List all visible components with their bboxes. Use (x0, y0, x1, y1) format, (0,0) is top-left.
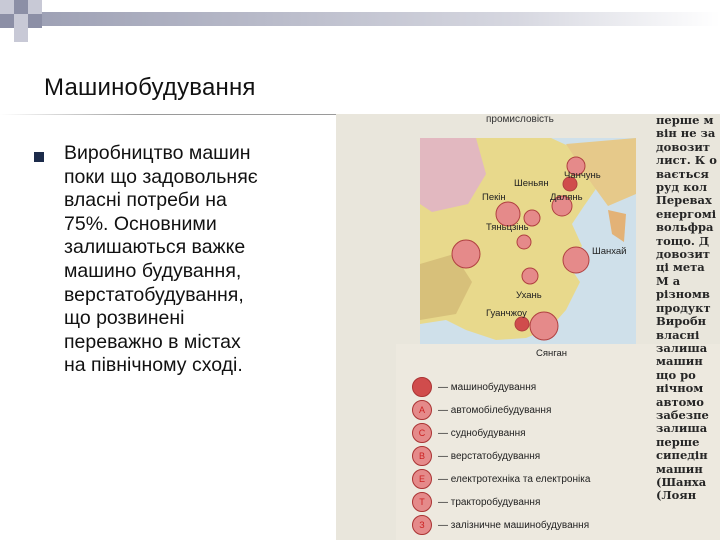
city-label: Сянган (536, 348, 568, 359)
city-label: Далянь (550, 192, 583, 203)
city-label: Шеньян (514, 178, 549, 189)
legend-item: З — залізничне машинобудування (412, 514, 589, 536)
decorative-header (0, 0, 720, 50)
deco-square (0, 0, 14, 14)
legend-circle-icon: З (412, 515, 432, 535)
city-label: Ухань (516, 290, 542, 301)
legend-circle-icon: А (412, 400, 432, 420)
legend-item: А — автомобілебудування (412, 399, 551, 421)
city-label: Шанхай (592, 246, 627, 257)
bullet-text: Виробництво машин поки що задовольняє власні потреби на 75%. Основними залишаються важке машино будування, верстатобудування, що розвинені переважно в містах на північному сході. (64, 142, 258, 377)
legend-item: Т — тракторобудування (412, 491, 540, 513)
legend-item: — машинобудування (412, 376, 536, 398)
legend-item: С — суднобудування (412, 422, 526, 444)
legend-circle-icon: В (412, 446, 432, 466)
legend-item: В — верстатобудування (412, 445, 540, 467)
legend-circle-icon: Т (412, 492, 432, 512)
deco-square (28, 14, 42, 28)
city-label: Чанчунь (564, 170, 601, 181)
deco-square (14, 14, 28, 28)
header-gradient-bar (40, 12, 720, 26)
deco-square (14, 28, 28, 42)
city-label: Гуанчжоу (486, 308, 527, 319)
legend-circle-icon: Е (412, 469, 432, 489)
deco-square (28, 0, 42, 14)
city-label: Тяньцзінь (486, 222, 529, 233)
legend-circle-icon: С (412, 423, 432, 443)
legend-item: Е — електротехніка та електроніка (412, 468, 590, 490)
textbook-photo (336, 114, 720, 540)
legend-circle-icon (412, 377, 432, 397)
bullet-square-icon (34, 152, 44, 162)
slide-title: Машинобудування (44, 74, 256, 101)
page-side-text: перше м він не за довозит лист. К о вається руд кол Перевах енергомі вольфра тощо. Д довозит ці мета М а різномв продукт Виробн власні залиша машин що ро нічном автомо забезпе залиша перше сипедін машин (Шанха (Лоян (656, 114, 717, 503)
city-label: Пекін (482, 192, 506, 203)
page-header: промисловість (486, 114, 554, 125)
deco-square (14, 0, 28, 14)
deco-square (0, 14, 14, 28)
